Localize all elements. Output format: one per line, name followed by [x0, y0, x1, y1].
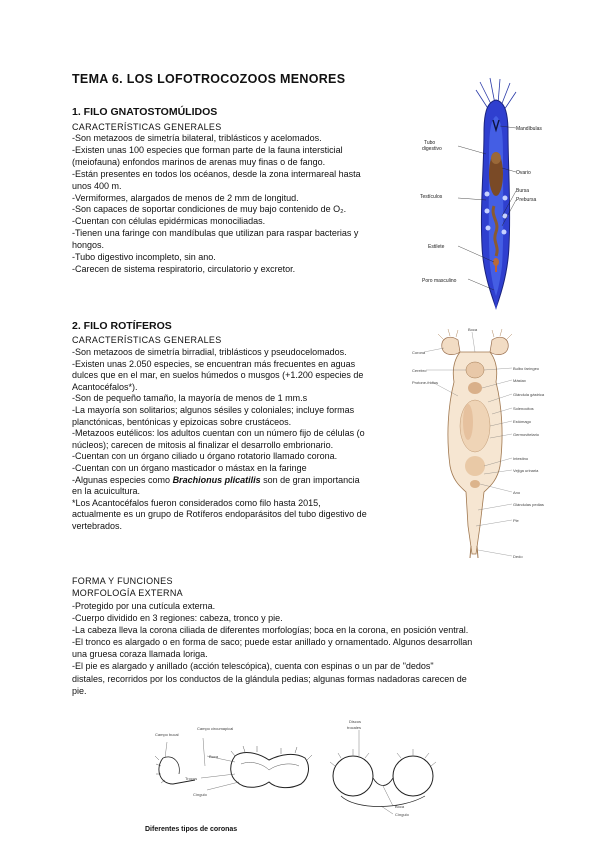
text-line: -Son de pequeño tamaño, la mayoría de menos de 1 mm.s	[72, 393, 308, 404]
section1-text	[72, 133, 361, 276]
label-mandibulas: Mandíbulas	[516, 126, 542, 132]
label-trocus: Trocus	[185, 776, 198, 781]
forma-heading: FORMA Y FUNCIONES	[72, 576, 173, 586]
text-line: -Son metazoos de simetría bilateral, triblásticos y acelomados.	[72, 133, 322, 143]
label-cerebro: Cerebro	[412, 368, 427, 373]
label-pie: Pie	[513, 518, 519, 523]
text-line: -Tubo digestivo incompleto, sin ano.	[72, 252, 216, 263]
label-estomago: Estómago	[513, 419, 532, 424]
label-dedo: Dedo	[513, 554, 523, 559]
text-line: -Cuentan con células epidérmicas monociliadas.	[72, 216, 266, 227]
section2-subheading: CARACTERÍSTICAS GENERALES	[72, 335, 222, 345]
label-discos: Discos	[349, 719, 362, 724]
forma-text	[72, 600, 472, 697]
text-line: (meiofauna) enfondos marinos de arenas muy finas o de fango.	[72, 156, 326, 167]
label-mastax: Mástax	[513, 378, 526, 383]
text-line: -Son metazoos de simetría birradial, triblásticos y pseudocelomados.	[72, 347, 347, 357]
text-line: una gruesa coraza llamada loriga.	[72, 649, 208, 660]
label-intestino: Intestino	[513, 456, 529, 461]
label-bulbo: Bulbo faríngeo	[513, 366, 540, 371]
label-prebursa: Prebursa	[516, 197, 537, 203]
label-estilete: Estilete	[428, 244, 445, 250]
section1-heading: 1. FILO GNATOSTOMÚLIDOS	[72, 106, 218, 118]
page-title: TEMA 6. LOS LOFOTROCOZOOS MENORES	[72, 72, 346, 86]
text-line: -Cuentan con un órgano masticador o mástax en la faringe	[72, 462, 307, 473]
text-line: -Carecen de sistema respiratorio, circulatorio y excretor.	[72, 263, 296, 274]
text-line	[72, 475, 367, 487]
text-line: pie.	[72, 685, 87, 696]
text-line: -Cuentan con un órgano ciliado u órgano rotatorio llamado corona.	[72, 451, 338, 462]
text-line: planctónicas, bentónicas y epizoicas sobre crustáceos.	[72, 416, 292, 427]
label-cingulo2: Cíngulo	[395, 812, 409, 817]
text-line: -Tienen una faringe con mandíbulas que utilizan para raspar bacterias y	[72, 228, 359, 239]
label-glandulas-pedias: Glándulas pedias	[513, 502, 544, 507]
text-segment: -Algunas especies como	[72, 474, 173, 485]
text-line: -Son capaces de soportar condiciones de muy bajo contenido de O₂.	[72, 204, 347, 215]
text-line: unos 400 m.	[72, 180, 122, 191]
text-line: -El tronco es alargado o en forma de saco; puede estar anillado y ornamentado. Algunos desarrollan	[72, 637, 473, 648]
label-boca2: Boca	[395, 804, 405, 809]
section1-subheading: CARACTERÍSTICAS GENERALES	[72, 122, 222, 132]
section2-heading: 2. FILO ROTÍFEROS	[72, 320, 172, 332]
text-line: *Los Acantocéfalos fueron considerados como filo hasta 2015,	[72, 497, 321, 508]
label-trocales: trocales	[347, 725, 362, 730]
text-line: -Protegido por una cutícula externa.	[72, 601, 216, 611]
text-line: distales, recorridos por los conductos de la glándula pedias; algunas formas nadadoras carecen de	[72, 673, 467, 684]
text-line: núcleos); carecen de mitosis al finalizar el desarrollo embrionario.	[72, 439, 334, 450]
text-line: hongos.	[72, 240, 105, 251]
label-poro: Poro masculino	[422, 278, 457, 284]
forma-subheading: MORFOLOGÍA EXTERNA	[72, 588, 183, 598]
label-vejiga: Vejiga urinaria	[513, 468, 539, 473]
species-name: Brachionus plicatilis	[172, 474, 261, 485]
gnathostomulid-figure	[420, 76, 542, 312]
text-line: -Vermiformes, alargados de menos de 2 mm de longitud.	[72, 192, 299, 203]
label-corona: Corona	[412, 350, 426, 355]
text-line: -Existen unas 100 especies que forman parte de la fauna intersticial	[72, 144, 343, 155]
text-line: actualmente es un grupo de Rotíferos endoparásitos del tubo digestivo de	[72, 509, 367, 520]
label-protonefridios: Protone-fridios	[412, 380, 439, 385]
label-solenocitos: Solenocitos	[513, 406, 534, 411]
text-line: -Existen unas 2.050 especies, se encuentran más frecuentes en aguas	[72, 358, 356, 369]
text-line: -Cuerpo dividido en 3 regiones: cabeza, tronco y pie.	[72, 613, 283, 624]
label-cingulo: Cíngulo	[193, 792, 207, 797]
text-line: -La cabeza lleva la corona ciliada de diferentes morfologías; boca en la corona, en posición ventral.	[72, 625, 469, 636]
label-ovario: Ovario	[516, 170, 531, 176]
label-testiculos: Testículos	[420, 194, 443, 200]
label-campo-bucal: Campo bucal	[155, 732, 179, 737]
label-digestivo: digestivo	[422, 146, 442, 152]
text-line: -Metazoos eutélicos: los adultos cuentan con un número fijo de células (o	[72, 428, 365, 439]
label-ano: Ano	[513, 490, 521, 495]
label-boca: Boca	[209, 754, 219, 759]
text-line: -El pie es alargado y anillado (acción telescópica), cuenta con espinas o un par de "dedos"	[72, 661, 434, 672]
figure-caption: Diferentes tipos de coronas	[145, 826, 238, 833]
label-tubo: Tubo	[424, 140, 436, 146]
rotifer-figure	[410, 326, 545, 562]
corona-types-figure	[145, 718, 445, 824]
text-line: Acantocéfalos*).	[72, 381, 138, 392]
label-germovitelario: Germovitelario	[513, 432, 540, 437]
text-line: en la acuicultura.	[72, 486, 141, 497]
label-glandula: Glándula gástrica	[513, 392, 545, 397]
label-campo-circumapical: Campo circumapical	[197, 726, 234, 731]
text-line: dulces que en el mar, en suelos húmedos o musgos (+1.200 especies de	[72, 370, 364, 381]
label-boca: Boca	[468, 327, 478, 332]
text-line: vertebrados.	[72, 520, 123, 531]
section2-text	[72, 347, 367, 533]
text-segment: son de gran importancia	[260, 474, 360, 485]
text-line: -La mayoría son solitarios; algunos sésiles y coloniales; incluye formas	[72, 404, 355, 415]
label-bursa: Bursa	[516, 188, 530, 194]
text-line: -Están presentes en todos los océanos, desde la zona intermareal hasta	[72, 168, 361, 179]
